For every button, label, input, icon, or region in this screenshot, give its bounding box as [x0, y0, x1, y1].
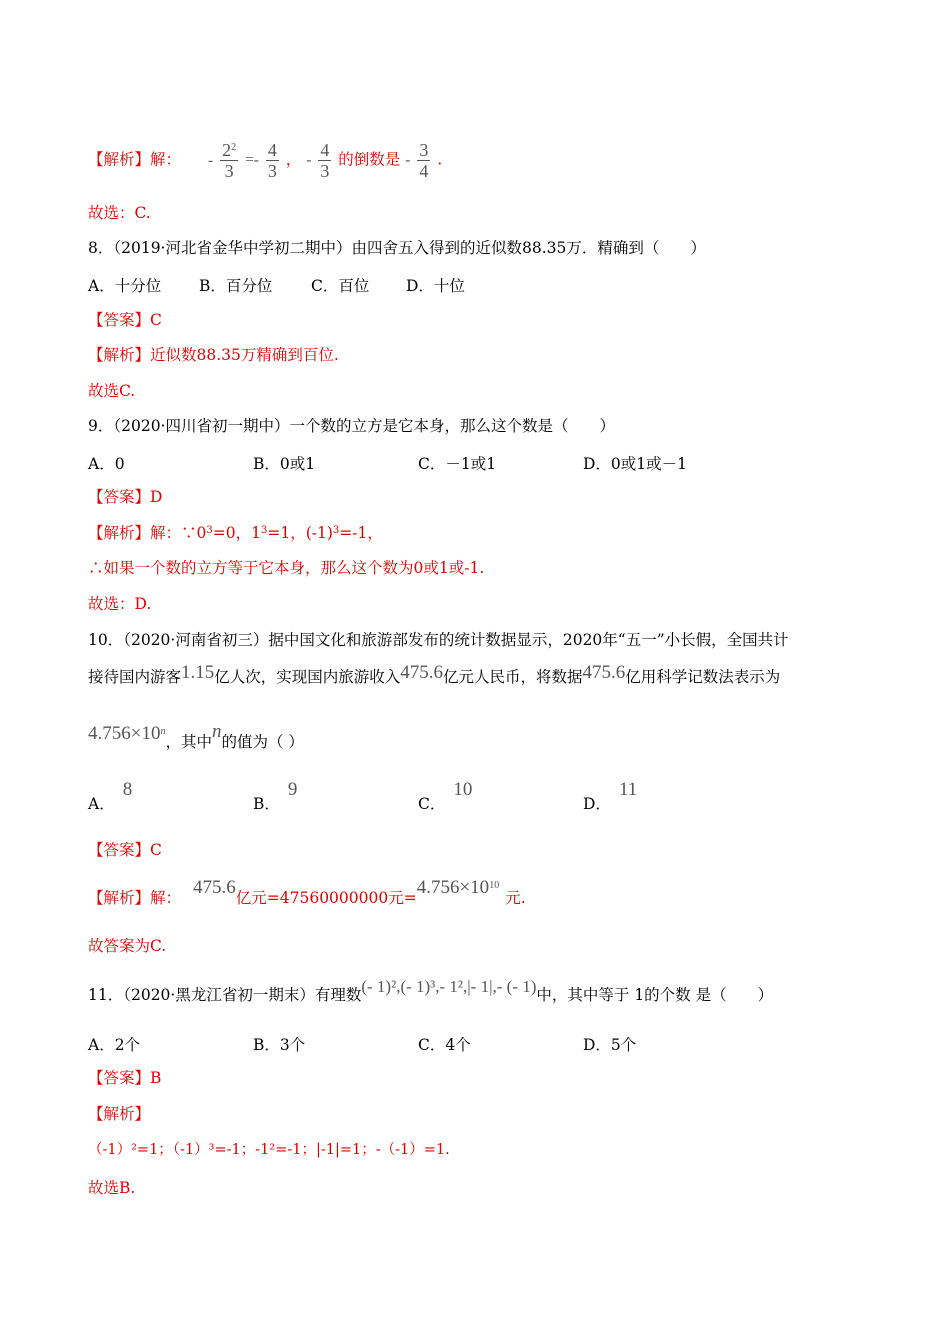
q7-analysis-label: 【解析】解：: [88, 150, 182, 169]
q7-conclusion: 故选：C.: [88, 204, 151, 222]
q7-frac2-num: 4: [267, 140, 277, 160]
q8-option-b: B．百分位: [199, 277, 273, 295]
q10-sci-notation: [88, 723, 165, 744]
q9-option-b: B．0或1: [253, 455, 316, 473]
q7-frac4-num: 3: [419, 140, 429, 160]
q7-neg-sign: -: [207, 151, 214, 169]
q11-option-d: D．5个: [583, 1036, 637, 1054]
q10-stem-line1: 10．（2020·河南省初三）据中国文化和旅游部发布的统计数据显示，2020年“五一”小长假，全国共计: [88, 631, 789, 649]
q10-option-c-label: C．: [418, 795, 446, 813]
q7-fraction-4: [417, 140, 430, 181]
q9-sup-2: 3: [260, 525, 268, 536]
q7-frac1-den: 3: [224, 161, 234, 181]
q8-stem: 8．（2019·河北省金华中学初二期中）由四舍五入得到的近似数88.35万．精确到（ ）: [88, 239, 706, 257]
q11-analysis-label: 【解析】: [88, 1105, 151, 1123]
q10-analysis-label: 【解析】解：: [88, 889, 182, 907]
q9-analysis-part-c: =1，(-1): [267, 524, 333, 542]
q10-option-b: [253, 779, 298, 815]
q11-option-a: A．2个: [88, 1036, 141, 1054]
q10-analysis-value: 475.6: [193, 877, 236, 898]
q9-option-d: D．0或1或－1: [583, 455, 688, 473]
q10-analysis-sci-exp: 10: [489, 880, 500, 891]
q7-equals: =-: [245, 151, 259, 169]
q10-option-a-label: A．: [88, 795, 115, 813]
q10-option-b-value: 9: [287, 779, 298, 800]
q9-analysis: [88, 523, 383, 543]
q11-stem-math: (- 1)²,(- 1)³,- 1²,|- 1|,- (- 1): [361, 977, 537, 996]
q7-frac3-num: 4: [320, 140, 330, 160]
q10-option-b-label: B．: [253, 795, 280, 813]
q8-option-a: A．十分位: [88, 277, 162, 295]
q10-stem-line3-text: ，其中: [165, 733, 212, 751]
q10-analysis-mid: 亿元=47560000000元=: [235, 889, 417, 907]
q9-answer: 【答案】D: [88, 488, 163, 506]
q7-frac2-den: 3: [267, 161, 277, 181]
q10-stem-part-c: 亿元人民币，将数据: [443, 668, 583, 686]
q11-stem-part-b: 中，其中等于 1的个数 是（ ）: [536, 986, 774, 1004]
q10-stem-part-a: 接待国内游客: [88, 668, 182, 686]
q9-option-a: A．0: [88, 455, 125, 473]
q11-option-b: B．3个: [253, 1036, 306, 1054]
q9-sup-1: 3: [206, 525, 213, 536]
q10-option-a-value: 8: [122, 779, 133, 800]
q9-conclusion: 故选：D.: [88, 595, 152, 613]
q7-neg-sign-3: -: [405, 151, 411, 169]
q10-analysis-sci-base: 4.756×10: [416, 877, 490, 898]
q8-option-d: D．十位: [406, 277, 465, 295]
q9-therefore: ∴如果一个数的立方等于它本身，那么这个数为0或1或-1.: [88, 559, 485, 577]
q9-stem: 9．（2020·四川省初一期中）一个数的立方是它本身，那么这个数是（ ）: [88, 417, 615, 435]
q7-period: .: [437, 150, 443, 169]
q11-conclusion: 故选B.: [88, 1179, 136, 1197]
q9-analysis-part-a: 【解析】解：∵0: [88, 524, 207, 542]
q10-n-symbol: n: [211, 721, 222, 742]
q7-frac1-num: 2: [222, 140, 232, 160]
q7-neg-sign-2: -: [306, 151, 312, 169]
q10-analysis-sci: [417, 877, 499, 898]
q7-frac1-sup: 2: [231, 142, 237, 153]
q11-option-c: C．4个: [418, 1036, 471, 1054]
q10-option-d: [583, 779, 638, 815]
q9-option-c: C．－1或1: [418, 455, 497, 473]
q10-option-d-label: D．: [583, 795, 611, 813]
q10-sci-base: 4.756: [88, 723, 131, 744]
q10-answer: 【答案】C: [88, 841, 162, 859]
q9-analysis-part-b: =0，1: [212, 524, 261, 542]
q10-stem-part-d: 亿用科学记数法表示为: [625, 668, 781, 686]
q7-reciprocal-text: 的倒数是: [338, 150, 401, 169]
q11-analysis: （-1）²=1；（-1）³=-1；-1²=-1；|-1|=1；-（-1）=1.: [88, 1142, 450, 1158]
q10-analysis-end: 元.: [505, 889, 526, 907]
q10-option-d-value: 11: [618, 779, 638, 800]
q11-stem: [88, 977, 774, 1005]
q8-answer: 【答案】C: [88, 311, 162, 329]
q10-option-c-value: 10: [453, 779, 473, 800]
q10-option-c: [418, 779, 473, 815]
q11-answer: 【答案】B: [88, 1069, 162, 1087]
q11-stem-part-a: 11．（2020·黑龙江省初一期末）有理数: [88, 986, 362, 1004]
q7-frac4-den: 4: [419, 161, 429, 181]
q8-conclusion: 故选C.: [88, 382, 136, 400]
q8-option-c: C．百位: [311, 277, 370, 295]
q9-sup-3: 3: [332, 525, 340, 536]
q10-conclusion: 故答案为C.: [88, 937, 167, 955]
q10-sci-exp: n: [160, 726, 166, 737]
q10-value-visitors: 1.15: [181, 662, 215, 683]
q10-value-revenue: 475.6: [400, 662, 444, 683]
q7-fraction-1: [220, 140, 238, 181]
q10-stem-part-b: 亿人次，实现国内旅游收入: [214, 668, 401, 686]
q7-fraction-3: [318, 140, 331, 181]
q10-value-revenue-2: 475.6: [582, 662, 626, 683]
q8-analysis: 【解析】近似数88.35万精确到百位.: [88, 346, 339, 364]
q7-fraction-2: [266, 140, 279, 181]
q10-option-a: [88, 779, 133, 815]
q10-stem-line3-end: 的值为（ ）: [221, 733, 304, 751]
q7-frac3-den: 3: [320, 161, 330, 181]
q9-analysis-part-d: =-1，: [339, 524, 383, 542]
q10-stem-line3: [88, 721, 304, 752]
q10-stem-line2: [88, 662, 781, 687]
q7-comma: ，: [285, 150, 302, 169]
q7-analysis-line: [88, 140, 442, 181]
q10-sci-times: ×10: [130, 723, 161, 744]
